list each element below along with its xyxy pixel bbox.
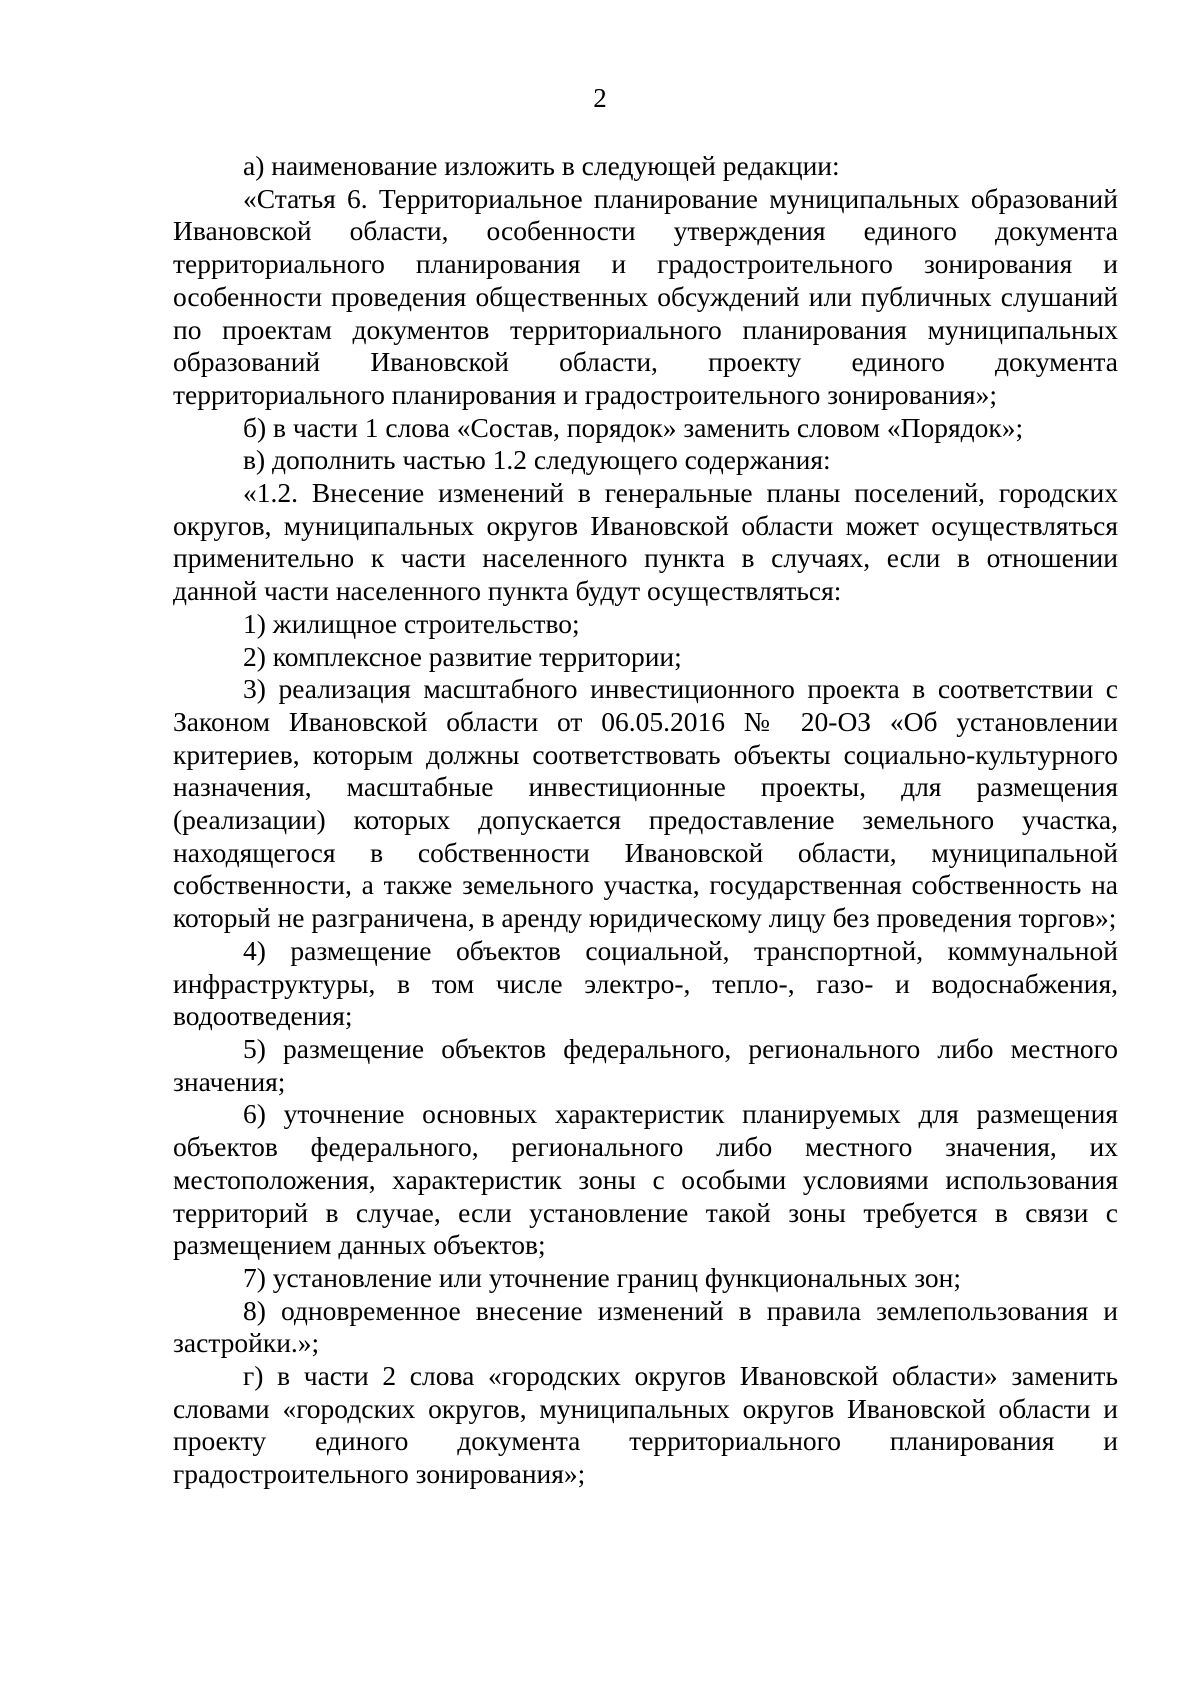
paragraph-item-v: в) дополнить частью 1.2 следующего содержания: [243, 444, 831, 476]
page-number: 2 [593, 83, 607, 113]
list-item-3: 3) реализация масштабного инвестиционного проекта в соответствии с Законом Ивановской области от 06.05.2016 № 20-ОЗ «Об установлении критериев, которым должны соответствовать объекты социально-культурного назначения, масштабные инвестиционные проекты, для размещения (реализации) которых допускается предоставление земельного участка, находящегося в собственности Ивановской области, муниципальной собственности, а также земельного участка, государственная собственность на который не разграничена, в аренду юридическому лицу без проведения торгов»; [173, 673, 1118, 934]
list-item-2: 2) комплексное развитие территории; [243, 640, 682, 672]
list-item-7: 7) установление или уточнение границ функциональных зон; [243, 1261, 962, 1293]
paragraph-item-a: а) наименование изложить в следующей редакции: [243, 150, 840, 181]
paragraph-item-b: б) в части 1 слова «Состав, порядок» заменить словом «Порядок»; [243, 411, 1024, 443]
list-item-8: 8) одновременное внесение изменений в правила землепользования и застройки.»; [173, 1294, 1118, 1359]
list-item-1: 1) жилищное строительство; [243, 607, 580, 639]
paragraph-article-6-title: «Статья 6. Территориальное планирование муниципальных образований Ивановской области, особенности утверждения единого документа территориального планирования и градостроительного зонирования и особенности проведения общественных обсуждений или публичных слушаний по проектам документов территориального планирования муниципальных образований Ивановской области, проекту единого документа территориального планирования и градостроительного зонирования»; [173, 182, 1118, 410]
list-item-5: 5) размещение объектов федерального, регионального либо местного значения; [173, 1032, 1118, 1097]
document-body [173, 150, 1118, 1491]
paragraph-item-g: г) в части 2 слова «городских округов Ивановской области» заменить словами «городских округов, муниципальных округов Ивановской области и проекту единого документа территориального планирования и градостроительного зонирования»; [173, 1360, 1118, 1490]
paragraph-part-1-2: «1.2. Внесение изменений в генеральные планы поселений, городских округов, муниципальных округов Ивановской области может осуществляться применительно к части населенного пункта в случаях, если в отношении данной части населенного пункта будут осуществляться: [173, 477, 1118, 607]
list-item-6: 6) уточнение основных характеристик планируемых для размещения объектов федерального, регионального либо местного значения, их местоположения, характеристик зоны с особыми условиями использования территорий в случае, если установление такой зоны требуется в связи с размещением данных объектов; [173, 1098, 1118, 1261]
list-item-4: 4) размещение объектов социальной, транспортной, коммунальной инфраструктуры, в том числе электро-, тепло-, газо- и водоснабжения, водоотведения; [173, 934, 1118, 1032]
